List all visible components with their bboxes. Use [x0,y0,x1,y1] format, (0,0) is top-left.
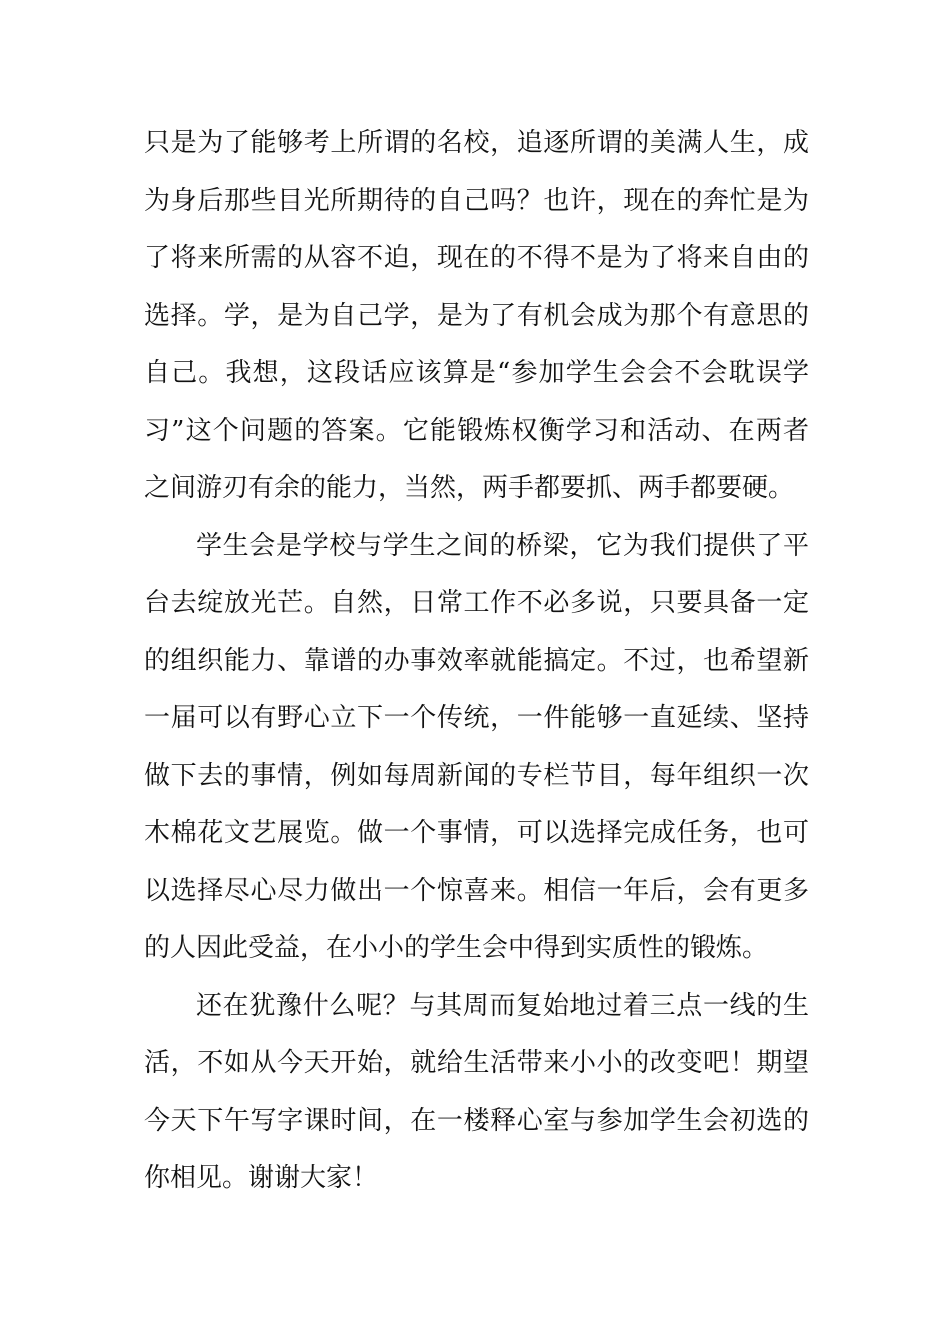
text-line: 你相见。谢谢大家！ [144,1163,379,1193]
text-line: 木棉花文艺展览。做一个事情，可以选择完成任务，也可 [144,818,809,848]
text-line: 还在犹豫什么呢？与其周而复始地过着三点一线的生 [196,990,809,1021]
paragraph-3 [144,978,809,1208]
text-line: 了将来所需的从容不迫，现在的不得不是为了将来自由的 [144,243,809,273]
text-line: 一届可以有野心立下一个传统，一件能够一直延续、坚持 [144,703,809,733]
text-line: 活，不如从今天开始，就给生活带来小小的改变吧！期望 [144,1048,809,1078]
text-line: 台去绽放光芒。自然，日常工作不必多说，只要具备一定 [144,588,809,618]
text-line: 自己。我想，这段话应该算是“参加学生会会不会耽误学 [144,358,809,388]
paragraph-2 [144,518,809,978]
text-line: 之间游刃有余的能力，当然，两手都要抓、两手都要硬。 [144,473,795,503]
text-line: 选择。学，是为自己学，是为了有机会成为那个有意思的 [144,300,809,331]
text-line: 为身后那些目光所期待的自己吗？也许，现在的奔忙是为 [144,185,809,216]
text-line: 的人因此受益，在小小的学生会中得到实质性的锻炼。 [144,933,769,963]
text-line: 习”这个问题的答案。它能锻炼权衡学习和活动、在两者 [144,415,809,446]
text-line: 的组织能力、靠谱的办事效率就能搞定。不过，也希望新 [144,645,809,676]
text-line: 今天下午写字课时间，在一楼释心室与参加学生会初选的 [144,1105,809,1136]
text-line: 以选择尽心尽力做出一个惊喜来。相信一年后，会有更多 [144,875,809,906]
text-line: 做下去的事情，例如每周新闻的专栏节目，每年组织一次 [144,760,809,791]
text-line: 只是为了能够考上所谓的名校，追逐所谓的美满人生，成 [144,128,809,158]
paragraph-1 [144,115,809,518]
document-body [144,115,809,1208]
text-line: 学生会是学校与学生之间的桥梁，它为我们提供了平 [196,530,809,561]
